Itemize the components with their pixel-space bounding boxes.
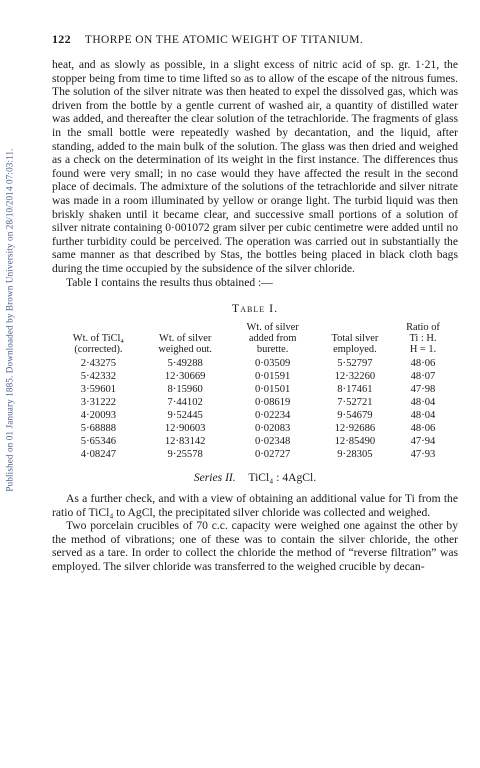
table-title: Table I.	[231, 301, 279, 316]
header-line: Wt. of silver	[246, 322, 299, 334]
table-cell: 12·92686	[334, 423, 376, 435]
table-cell: 4·08247	[80, 449, 117, 461]
header-line: Ratio of	[406, 322, 440, 334]
table-cell: 5·68888	[80, 423, 117, 435]
header-line: Wt. of silver	[159, 333, 212, 345]
table-header-row	[56, 322, 452, 357]
table-cell: 8·17461	[337, 384, 373, 396]
header-cell	[56, 322, 141, 357]
table-cell: 48·04	[410, 397, 436, 409]
running-title: THORPE ON THE ATOMIC WEIGHT OF TITANIUM.	[84, 34, 364, 46]
paragraph-3: As a further check, and with a view of obtaining an additional value for Ti from the ratio of TiCl₄ to AgCl, the precipitated silver chloride was collected and weighed.	[52, 492, 458, 519]
table-row	[56, 370, 452, 383]
header-cell	[141, 322, 230, 357]
series-heading	[52, 471, 458, 484]
table-cell: 47·93	[410, 449, 436, 461]
table-cell: 0·03509	[254, 358, 291, 370]
table-row	[56, 357, 452, 370]
paragraph-2: Table I contains the results thus obtained :—	[66, 275, 273, 289]
page-number: 122	[52, 32, 71, 46]
series-label: Series II.	[193, 471, 236, 485]
table-cell: 12·83142	[164, 436, 206, 448]
series-formula: TiCl₄ : 4AgCl.	[248, 471, 317, 485]
table-cell: 0·02234	[254, 410, 291, 422]
table-cell: 47·94	[410, 436, 436, 448]
table-cell: 48·07	[410, 371, 436, 383]
table-row	[56, 448, 452, 461]
paragraph-4: Two porcelain crucibles of 70 c.c. capacity were weighed one against the other by the method of vibrations; one of these was to contain the silver chloride, the other served as a tare. In order to collect the chloride the method of “reverse filtration” was employed. The silver chloride was transferred to the weighed crucible by decan-	[52, 519, 458, 574]
table-cell: 2·43275	[80, 358, 117, 370]
table-cell: 12·90603	[164, 423, 206, 435]
table-cell: 5·65346	[80, 436, 117, 448]
header-line: Total silver	[331, 333, 379, 345]
header-cell	[316, 322, 394, 357]
header-line: (corrected).	[74, 344, 123, 356]
header-line: Ti : H.	[409, 333, 437, 345]
header-cell	[229, 322, 315, 357]
table-cell: 48·06	[410, 423, 436, 435]
table-row	[56, 435, 452, 448]
table-cell: 5·49288	[167, 358, 203, 370]
table-cell: 0·02727	[254, 449, 291, 461]
table-cell: 3·59601	[80, 384, 117, 396]
table-cell: 12·32260	[334, 371, 376, 383]
table-cell: 12·30669	[164, 371, 206, 383]
table-cell: 8·15960	[167, 384, 203, 396]
running-head	[52, 32, 458, 52]
table-cell: 9·52445	[167, 410, 203, 422]
table-row	[56, 409, 452, 422]
table-cell: 0·02083	[254, 423, 291, 435]
table-cell: 9·25578	[167, 449, 203, 461]
table-cell: 5·42332	[80, 371, 117, 383]
header-line: weighed out.	[158, 344, 213, 356]
download-notice	[4, 60, 16, 580]
table-cell: 9·28305	[337, 449, 373, 461]
table-cell: 0·01501	[254, 384, 291, 396]
table-cell: 7·44102	[167, 397, 203, 409]
table-row	[56, 422, 452, 435]
table-cell: 4·20093	[80, 410, 117, 422]
table-cell: 48·06	[410, 358, 436, 370]
header-line: employed.	[333, 344, 377, 356]
table-row	[56, 383, 452, 396]
table-cell: 47·98	[410, 384, 436, 396]
table-row	[56, 396, 452, 409]
table-cell: 48·04	[410, 410, 436, 422]
header-line: H = 1.	[409, 344, 437, 356]
results-table	[56, 322, 452, 461]
header-cell	[394, 322, 452, 357]
table-cell: 7·52721	[337, 397, 373, 409]
table-cell: 0·02348	[254, 436, 291, 448]
paragraph-1: heat, and as slowly as possible, in a slight excess of nitric acid of sp. gr. 1·21, the stopper being from time to time lifted so as to allow of the escape of the nitrous fumes. The solution of the silver nitrate was then heated to expel the dissolved gas, which was driven from the bottle by a gentle current of washed air, a quantity of distilled water was added, and thereafter the clear solution of the tetrachloride. The fragments of glass in the small bottle were repeatedly washed by decantation, and the liquid, after standing, added to the main bulk of the solution. The glass was then dried and weighed as a check on the determination of its weight in the first instance. The differences thus found were very small; in no case would they have affected the result in the second place of decimals. The admixture of the solutions of the tetrachloride and silver nitrate was made in a room illuminated by yellow or orange light. The turbid liquid was then briskly shaken until it became clear, and successive small portions of a solution of silver nitrate containing 0·001072 gram silver per cubic centimetre were added until no further turbidity could be perceived. The operation was carried out in substantially the same manner as that described by Stas, the bottles being placed in black cloth bags during the time occupied by the subsidence of the silver chloride.	[52, 58, 458, 275]
table-cell: 12·85490	[334, 436, 376, 448]
download-notice-text: Published on 01 January 1885. Downloaded by Brown University on 28/10/2014 07:03:11.	[5, 148, 15, 492]
header-line: added from	[248, 333, 297, 345]
header-line: Wt. of TiCl₄	[72, 333, 125, 345]
journal-page	[52, 32, 458, 574]
table-cell: 3·31222	[80, 397, 117, 409]
header-line: burette.	[256, 344, 289, 356]
table-cell: 9·54679	[337, 410, 373, 422]
table-cell: 5·52797	[337, 358, 373, 370]
table-cell: 0·08619	[254, 397, 291, 409]
table-cell: 0·01591	[254, 371, 291, 383]
